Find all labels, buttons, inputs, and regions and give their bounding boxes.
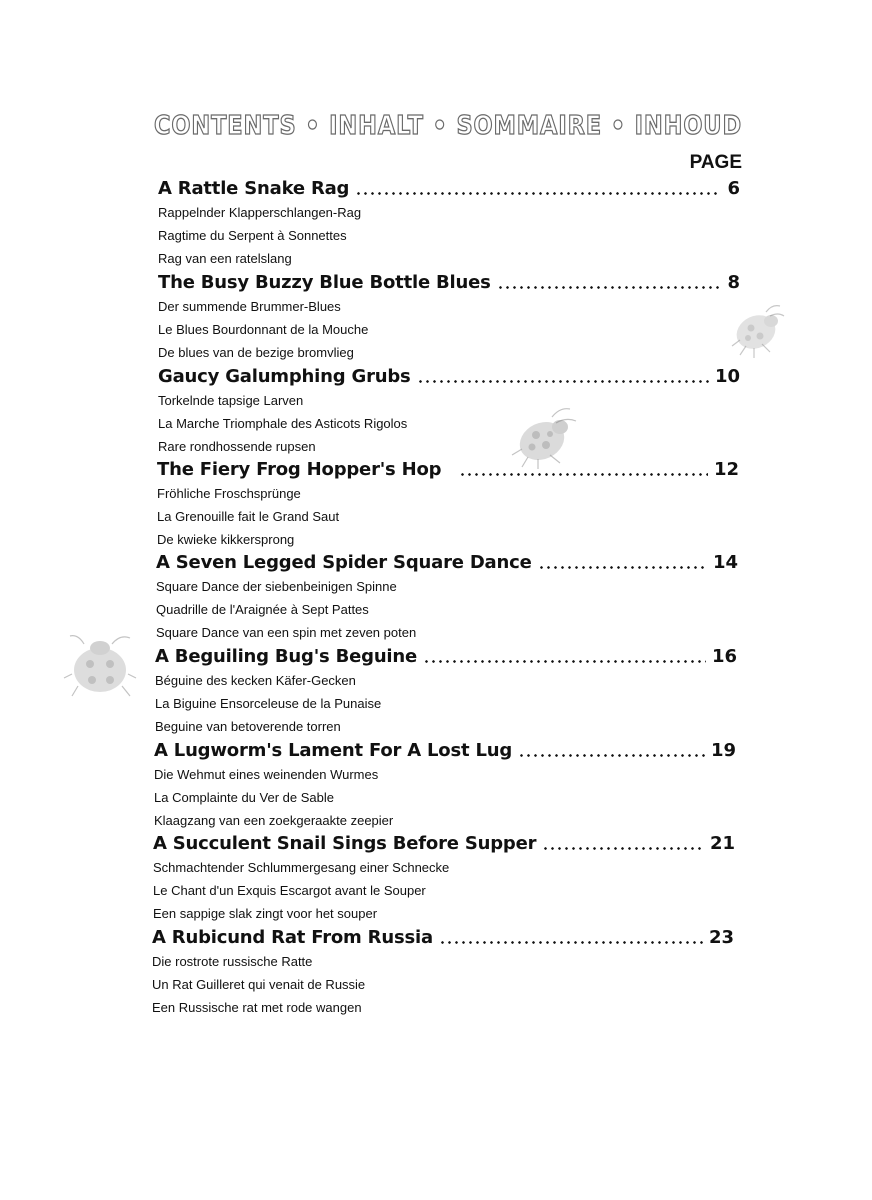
toc-title[interactable]: A Succulent Snail Sings Before Supper xyxy=(153,833,537,854)
german-title: Der summende Brummer-Blues xyxy=(158,299,341,314)
dot-leader xyxy=(417,380,709,383)
toc-title[interactable]: A Seven Legged Spider Square Dance xyxy=(156,552,532,573)
dutch-title: De blues van de bezige bromvlieg xyxy=(158,345,354,360)
french-title: La Marche Triomphale des Asticots Rigolos xyxy=(158,416,408,431)
dutch-title: Rare rondhossende rupsen xyxy=(158,439,316,454)
french-title: Le Chant d'un Exquis Escargot avant le Souper xyxy=(153,883,426,898)
dot-leader xyxy=(355,192,721,195)
contents-heading xyxy=(152,104,744,144)
toc-title-row[interactable] xyxy=(152,923,734,949)
dutch-title: Square Dance van een spin met zeven poten xyxy=(156,625,417,640)
toc-page-number: 19 xyxy=(710,740,736,761)
dot-leader xyxy=(439,941,703,944)
dot-leader xyxy=(423,660,706,663)
toc-page-number: 14 xyxy=(712,552,738,573)
french-title: Ragtime du Serpent à Sonnettes xyxy=(158,228,347,243)
toc-title-row[interactable] xyxy=(158,268,740,294)
toc-page-number: 12 xyxy=(713,459,739,480)
toc-page-number: 16 xyxy=(711,646,737,667)
toc-title[interactable]: Gaucy Galumphing Grubs xyxy=(158,366,411,387)
toc-page-number: 21 xyxy=(709,833,735,854)
german-title: Fröhliche Froschsprünge xyxy=(157,486,301,501)
dot-leader xyxy=(459,473,708,476)
french-title: La Grenouille fait le Grand Saut xyxy=(157,509,340,524)
toc-title-row[interactable] xyxy=(153,829,735,855)
toc-page-number: 10 xyxy=(714,366,740,387)
dutch-title: Een sappige slak zingt voor het souper xyxy=(153,906,378,921)
contents-heading-text: CONTENTS • INHALT • SOMMAIRE • INHOUD xyxy=(154,111,742,141)
ladybug-icon xyxy=(726,300,790,362)
french-title: Le Blues Bourdonnant de la Mouche xyxy=(158,322,369,337)
toc-title-row[interactable] xyxy=(157,455,739,481)
german-title: Square Dance der siebenbeinigen Spinne xyxy=(156,579,397,594)
german-title: Béguine des kecken Käfer-Gecken xyxy=(155,673,356,688)
toc-title-row[interactable] xyxy=(154,736,736,762)
toc-title[interactable]: The Fiery Frog Hopper's Hop xyxy=(157,459,442,480)
toc-title[interactable]: A Rubicund Rat From Russia xyxy=(152,927,433,948)
german-title: Die Wehmut eines weinenden Wurmes xyxy=(154,767,379,782)
dutch-title: Beguine van betoverende torren xyxy=(155,719,341,734)
dot-leader xyxy=(518,754,705,757)
french-title: La Biguine Ensorceleuse de la Punaise xyxy=(155,696,382,711)
toc-title[interactable]: A Lugworm's Lament For A Lost Lug xyxy=(154,740,513,761)
dutch-title: Klaagzang van een zoekgeraakte zeepier xyxy=(154,813,394,828)
toc-title-row[interactable] xyxy=(158,174,740,200)
toc-title-row[interactable] xyxy=(156,548,738,574)
dot-leader xyxy=(497,286,722,289)
toc-title-row[interactable] xyxy=(158,362,740,388)
dutch-title: De kwieke kikkersprong xyxy=(157,532,295,547)
page-column-label: PAGE xyxy=(689,152,742,173)
german-title: Torkelnde tapsige Larven xyxy=(158,393,304,408)
ladybug-icon xyxy=(60,630,140,704)
french-title: La Complainte du Ver de Sable xyxy=(154,790,334,805)
german-title: Rappelnder Klapperschlangen-Rag xyxy=(158,205,362,220)
french-title: Un Rat Guilleret qui venait de Russie xyxy=(152,977,366,992)
toc-page-number: 6 xyxy=(727,178,740,199)
dutch-title: Een Russische rat met rode wangen xyxy=(152,1000,362,1015)
toc-title[interactable]: The Busy Buzzy Blue Bottle Blues xyxy=(158,272,491,293)
toc-title[interactable]: A Beguiling Bug's Beguine xyxy=(155,646,418,667)
toc-page-number: 8 xyxy=(727,272,740,293)
dot-leader xyxy=(542,847,704,850)
toc-page-number: 23 xyxy=(708,927,734,948)
french-title: Quadrille de l'Araignée à Sept Pattes xyxy=(156,602,369,617)
ladybug-icon xyxy=(508,405,582,471)
german-title: Schmachtender Schlummergesang einer Schnecke xyxy=(153,860,450,875)
dot-leader xyxy=(538,566,707,569)
toc-title-row[interactable] xyxy=(155,642,737,668)
toc-title[interactable]: A Rattle Snake Rag xyxy=(158,178,350,199)
german-title: Die rostrote russische Ratte xyxy=(152,954,313,969)
dutch-title: Rag van een ratelslang xyxy=(158,251,292,266)
